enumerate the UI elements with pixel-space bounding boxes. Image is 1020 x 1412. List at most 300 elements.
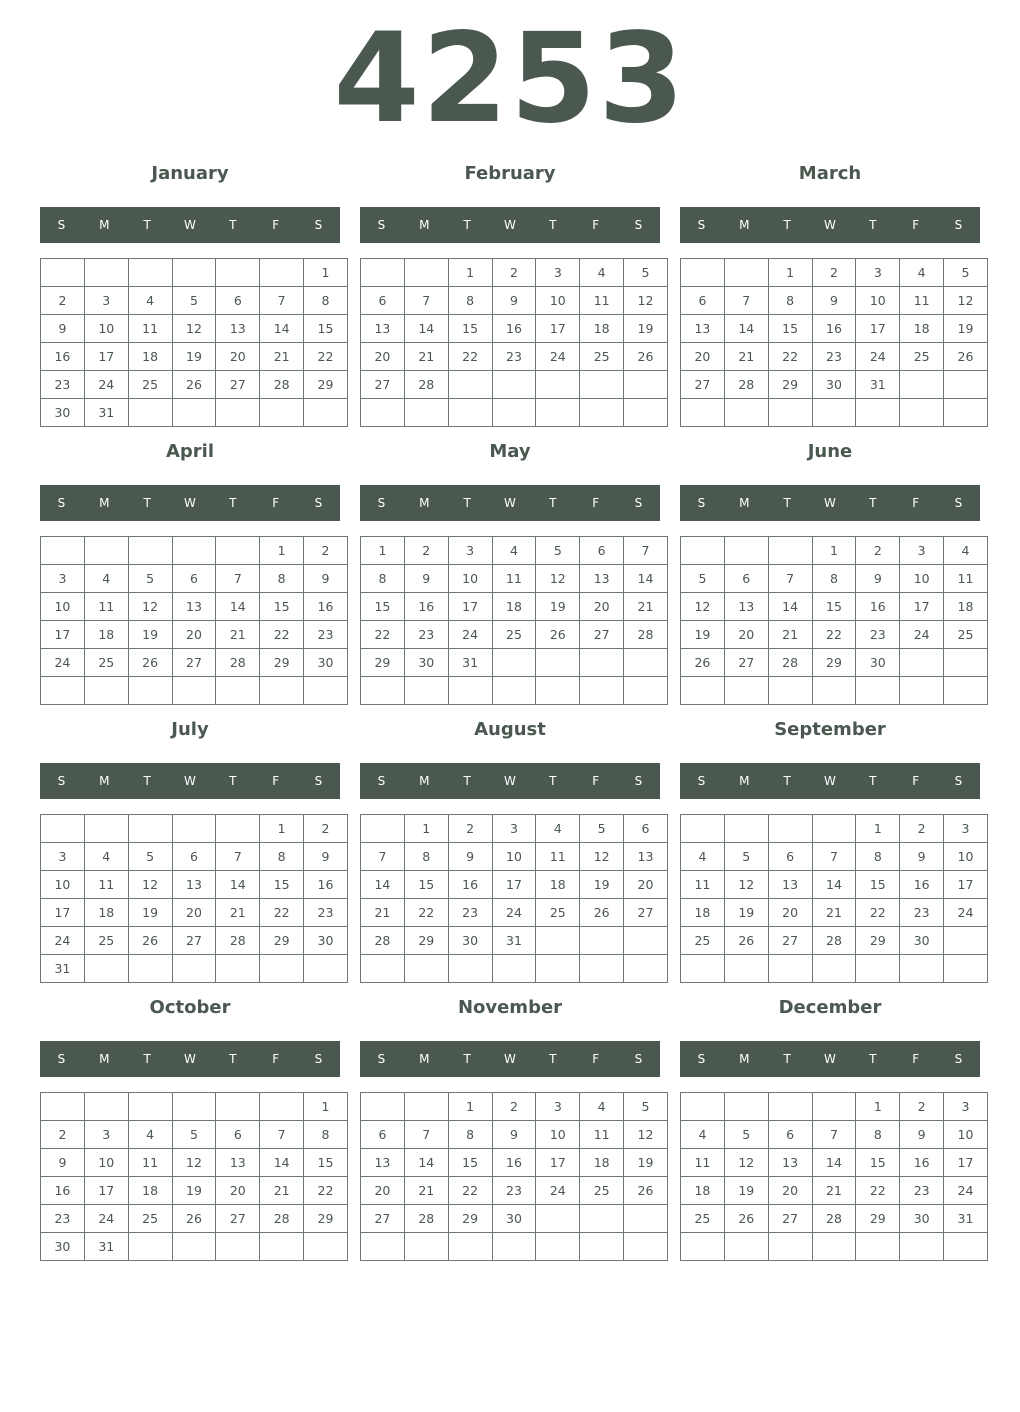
week-row (681, 871, 988, 899)
day-cell (216, 955, 260, 983)
day-cell: 6 (172, 565, 216, 593)
day-cell: 13 (361, 315, 405, 343)
day-cell: 31 (41, 955, 85, 983)
day-cell: 13 (361, 1149, 405, 1177)
week-row (681, 1233, 988, 1261)
weekday-label: T (869, 218, 877, 232)
day-cell: 18 (580, 1149, 624, 1177)
week-row (361, 899, 668, 927)
day-cell (536, 677, 580, 705)
day-cell: 16 (900, 871, 944, 899)
day-cell: 19 (580, 871, 624, 899)
day-cell: 5 (624, 259, 668, 287)
day-cell (361, 399, 405, 427)
day-cell: 15 (856, 1149, 900, 1177)
day-cell: 8 (448, 1121, 492, 1149)
day-cell: 27 (624, 899, 668, 927)
weekday-label: M (99, 774, 110, 788)
day-cell (900, 677, 944, 705)
day-cell: 20 (216, 343, 260, 371)
day-cell: 10 (536, 1121, 580, 1149)
week-row (361, 871, 668, 899)
day-cell: 9 (41, 1149, 85, 1177)
day-cell: 24 (448, 621, 492, 649)
day-cell (580, 399, 624, 427)
weekday-label: S (634, 218, 643, 232)
day-cell: 1 (856, 1093, 900, 1121)
weekday-header (40, 485, 340, 521)
day-cell: 26 (681, 649, 725, 677)
day-cell: 7 (812, 1121, 856, 1149)
weekday-label: T (143, 218, 151, 232)
weekday-label: T (869, 774, 877, 788)
day-cell: 10 (448, 565, 492, 593)
day-cell: 23 (812, 343, 856, 371)
day-cell: 26 (724, 1205, 768, 1233)
day-cell: 25 (128, 1205, 172, 1233)
day-cell (681, 399, 725, 427)
day-cell (624, 1205, 668, 1233)
day-cell: 28 (361, 927, 405, 955)
day-cell: 22 (856, 1177, 900, 1205)
month-name: September (774, 719, 886, 740)
day-cell: 10 (41, 871, 85, 899)
day-cell (624, 1233, 668, 1261)
day-cell (536, 955, 580, 983)
day-cell: 26 (724, 927, 768, 955)
week-row (41, 593, 348, 621)
day-cell (492, 1233, 536, 1261)
day-cell: 30 (812, 371, 856, 399)
day-cell (84, 259, 128, 287)
day-cell: 6 (580, 537, 624, 565)
day-cell: 31 (856, 371, 900, 399)
day-cell: 20 (681, 343, 725, 371)
day-cell: 13 (216, 1149, 260, 1177)
day-cell: 1 (448, 1093, 492, 1121)
weekday-label: M (419, 496, 430, 510)
day-cell: 29 (304, 1205, 348, 1233)
day-cell (172, 815, 216, 843)
day-cell (624, 927, 668, 955)
weekday-label: S (634, 774, 643, 788)
week-row (361, 955, 668, 983)
day-cell: 27 (361, 371, 405, 399)
day-cell (681, 1233, 725, 1261)
weekday-label: M (739, 496, 750, 510)
weekday-label: S (697, 1052, 706, 1066)
weekday-header (360, 207, 660, 243)
day-cell: 30 (41, 399, 85, 427)
day-cell: 4 (128, 287, 172, 315)
day-cell (944, 649, 988, 677)
day-cell: 16 (304, 593, 348, 621)
day-cell (448, 955, 492, 983)
weekday-label: S (314, 1052, 323, 1066)
day-cell: 12 (681, 593, 725, 621)
weekday-label: T (783, 218, 791, 232)
day-cell: 26 (128, 927, 172, 955)
week-row (681, 537, 988, 565)
week-row (361, 815, 668, 843)
day-cell: 13 (624, 843, 668, 871)
weekday-label: T (463, 774, 471, 788)
day-cell: 18 (536, 871, 580, 899)
day-cell: 12 (128, 871, 172, 899)
day-cell (41, 1093, 85, 1121)
day-cell (361, 1233, 405, 1261)
day-cell: 19 (128, 621, 172, 649)
day-cell: 15 (361, 593, 405, 621)
day-cell: 17 (856, 315, 900, 343)
day-cell (944, 927, 988, 955)
weekday-label: M (99, 496, 110, 510)
day-cell (172, 677, 216, 705)
day-cell (580, 927, 624, 955)
day-cell: 23 (41, 371, 85, 399)
weekday-label: W (504, 218, 516, 232)
month-name: October (149, 997, 231, 1018)
day-cell: 27 (216, 371, 260, 399)
weekday-header (360, 485, 660, 521)
day-cell (856, 955, 900, 983)
weekday-label: F (912, 774, 920, 788)
day-cell: 27 (172, 649, 216, 677)
day-cell: 31 (84, 399, 128, 427)
day-cell (724, 677, 768, 705)
day-cell: 28 (216, 649, 260, 677)
day-cell: 20 (361, 1177, 405, 1205)
day-cell (84, 815, 128, 843)
day-cell: 29 (260, 649, 304, 677)
day-cell: 24 (944, 899, 988, 927)
week-row (361, 677, 668, 705)
day-cell: 13 (681, 315, 725, 343)
day-cell: 14 (260, 315, 304, 343)
day-cell: 24 (84, 371, 128, 399)
day-cell: 2 (812, 259, 856, 287)
day-cell: 24 (84, 1205, 128, 1233)
weekday-label: F (912, 218, 920, 232)
weekday-label: T (549, 774, 557, 788)
day-cell: 30 (404, 649, 448, 677)
day-cell: 21 (768, 621, 812, 649)
week-row (41, 621, 348, 649)
day-cell: 23 (900, 899, 944, 927)
day-cell: 24 (536, 1177, 580, 1205)
day-cell: 17 (84, 1177, 128, 1205)
day-cell (768, 815, 812, 843)
day-cell: 14 (216, 871, 260, 899)
week-row (361, 843, 668, 871)
day-cell (900, 649, 944, 677)
day-cell (128, 1233, 172, 1261)
day-cell: 3 (84, 1121, 128, 1149)
day-cell: 26 (580, 899, 624, 927)
week-row (41, 371, 348, 399)
day-cell: 2 (448, 815, 492, 843)
weekday-label: F (272, 1052, 280, 1066)
day-cell (681, 815, 725, 843)
day-cell (128, 399, 172, 427)
day-cell: 27 (768, 1205, 812, 1233)
weekday-header (40, 763, 340, 799)
day-cell: 14 (624, 565, 668, 593)
day-cell: 25 (492, 621, 536, 649)
weekday-label: T (549, 218, 557, 232)
week-row (361, 287, 668, 315)
day-cell: 15 (404, 871, 448, 899)
day-cell (128, 259, 172, 287)
weekday-label: S (314, 218, 323, 232)
day-cell: 18 (128, 1177, 172, 1205)
day-cell: 18 (944, 593, 988, 621)
day-cell: 8 (768, 287, 812, 315)
day-cell: 11 (128, 1149, 172, 1177)
weekday-label: M (99, 1052, 110, 1066)
day-cell: 23 (448, 899, 492, 927)
week-row (361, 1205, 668, 1233)
day-cell: 2 (304, 815, 348, 843)
day-cell: 27 (681, 371, 725, 399)
day-cell: 4 (681, 1121, 725, 1149)
day-cell (172, 955, 216, 983)
day-cell (536, 399, 580, 427)
week-row (681, 287, 988, 315)
day-cell (172, 399, 216, 427)
day-cell (492, 649, 536, 677)
day-cell: 4 (580, 259, 624, 287)
day-cell (856, 399, 900, 427)
week-row (681, 1093, 988, 1121)
day-cell: 19 (536, 593, 580, 621)
weekday-header (680, 1041, 980, 1077)
day-cell (492, 399, 536, 427)
day-cell (260, 399, 304, 427)
day-cell: 5 (724, 1121, 768, 1149)
weekday-label: S (57, 218, 66, 232)
day-cell (361, 1093, 405, 1121)
day-cell (724, 955, 768, 983)
day-cell: 11 (900, 287, 944, 315)
day-cell: 22 (448, 343, 492, 371)
day-cell (404, 677, 448, 705)
day-cell: 1 (260, 537, 304, 565)
day-cell (216, 1093, 260, 1121)
day-cell: 6 (724, 565, 768, 593)
week-row (681, 259, 988, 287)
day-cell: 6 (172, 843, 216, 871)
weekday-label: M (739, 1052, 750, 1066)
day-cell: 31 (84, 1233, 128, 1261)
month-name: May (489, 441, 531, 462)
day-cell: 28 (812, 927, 856, 955)
day-cell (900, 955, 944, 983)
week-row (41, 927, 348, 955)
day-cell: 12 (944, 287, 988, 315)
day-cell: 15 (448, 1149, 492, 1177)
day-cell: 3 (84, 287, 128, 315)
week-row (681, 593, 988, 621)
day-cell: 4 (536, 815, 580, 843)
weekday-label: S (57, 496, 66, 510)
day-cell (768, 537, 812, 565)
day-cell (580, 1233, 624, 1261)
day-cell: 12 (580, 843, 624, 871)
day-grid (40, 1092, 348, 1261)
day-cell (404, 1093, 448, 1121)
day-cell: 27 (361, 1205, 405, 1233)
day-cell: 16 (304, 871, 348, 899)
day-cell: 15 (856, 871, 900, 899)
day-cell (624, 371, 668, 399)
weekday-label: W (504, 1052, 516, 1066)
day-cell (681, 537, 725, 565)
day-cell: 31 (492, 927, 536, 955)
day-cell: 17 (41, 621, 85, 649)
day-cell: 13 (724, 593, 768, 621)
day-cell (536, 927, 580, 955)
day-cell (944, 677, 988, 705)
day-cell: 14 (361, 871, 405, 899)
day-cell: 16 (404, 593, 448, 621)
day-cell (536, 649, 580, 677)
day-cell: 28 (812, 1205, 856, 1233)
weekday-label: T (783, 774, 791, 788)
day-cell: 25 (128, 371, 172, 399)
day-cell: 21 (260, 1177, 304, 1205)
day-cell (580, 677, 624, 705)
day-cell: 7 (812, 843, 856, 871)
weekday-label: T (549, 496, 557, 510)
day-cell: 23 (304, 899, 348, 927)
day-cell (768, 677, 812, 705)
day-cell (172, 1233, 216, 1261)
day-cell: 2 (900, 815, 944, 843)
day-cell (216, 1233, 260, 1261)
day-cell: 29 (812, 649, 856, 677)
weekday-label: W (184, 1052, 196, 1066)
week-row (41, 899, 348, 927)
day-cell (812, 399, 856, 427)
day-cell: 12 (724, 1149, 768, 1177)
day-cell: 18 (84, 621, 128, 649)
day-cell (41, 537, 85, 565)
week-row (41, 843, 348, 871)
day-cell: 28 (216, 927, 260, 955)
day-cell: 4 (944, 537, 988, 565)
day-cell: 9 (492, 1121, 536, 1149)
weekday-label: T (783, 496, 791, 510)
day-cell: 25 (580, 343, 624, 371)
weekday-label: T (229, 218, 237, 232)
day-cell: 1 (448, 259, 492, 287)
day-cell (41, 677, 85, 705)
month-name: January (151, 163, 229, 184)
day-cell: 11 (84, 871, 128, 899)
day-cell: 22 (856, 899, 900, 927)
day-cell (260, 1093, 304, 1121)
weekday-label: F (272, 496, 280, 510)
day-cell: 18 (128, 343, 172, 371)
day-cell: 13 (216, 315, 260, 343)
day-cell: 12 (624, 287, 668, 315)
day-cell: 19 (172, 1177, 216, 1205)
day-cell: 17 (41, 899, 85, 927)
weekday-label: W (824, 774, 836, 788)
weekday-label: S (377, 1052, 386, 1066)
day-cell (944, 371, 988, 399)
day-cell: 31 (448, 649, 492, 677)
weekday-label: S (377, 496, 386, 510)
day-cell: 17 (944, 1149, 988, 1177)
week-row (361, 399, 668, 427)
day-cell: 14 (404, 315, 448, 343)
day-cell: 23 (304, 621, 348, 649)
weekday-label: T (143, 1052, 151, 1066)
day-cell: 3 (536, 1093, 580, 1121)
week-row (681, 677, 988, 705)
day-cell: 29 (404, 927, 448, 955)
day-cell (768, 1093, 812, 1121)
day-cell: 15 (304, 1149, 348, 1177)
day-cell: 5 (724, 843, 768, 871)
weekday-label: S (697, 218, 706, 232)
day-cell: 27 (216, 1205, 260, 1233)
day-cell: 30 (304, 649, 348, 677)
week-row (681, 1177, 988, 1205)
day-cell: 18 (681, 899, 725, 927)
weekday-label: T (869, 1052, 877, 1066)
day-cell (448, 399, 492, 427)
week-row (681, 1149, 988, 1177)
week-row (361, 1177, 668, 1205)
day-grid (360, 1092, 668, 1261)
week-row (681, 899, 988, 927)
day-cell: 6 (361, 1121, 405, 1149)
weekday-label: W (184, 218, 196, 232)
day-cell (681, 955, 725, 983)
day-cell (404, 259, 448, 287)
day-cell: 8 (361, 565, 405, 593)
day-cell (128, 537, 172, 565)
day-cell (172, 259, 216, 287)
day-cell: 16 (41, 343, 85, 371)
weekday-label: S (954, 496, 963, 510)
day-cell (624, 955, 668, 983)
day-cell: 27 (724, 649, 768, 677)
week-row (681, 371, 988, 399)
day-cell: 21 (216, 899, 260, 927)
day-cell: 11 (944, 565, 988, 593)
day-cell: 2 (404, 537, 448, 565)
day-cell: 13 (768, 1149, 812, 1177)
day-cell (260, 955, 304, 983)
week-row (41, 649, 348, 677)
week-row (41, 1093, 348, 1121)
weekday-label: S (697, 496, 706, 510)
day-cell: 27 (768, 927, 812, 955)
weekday-label: T (143, 774, 151, 788)
day-cell: 29 (856, 1205, 900, 1233)
day-cell: 3 (492, 815, 536, 843)
weekday-label: W (184, 496, 196, 510)
day-cell (361, 259, 405, 287)
day-cell: 14 (404, 1149, 448, 1177)
weekday-label: F (912, 496, 920, 510)
day-cell: 21 (812, 899, 856, 927)
day-cell: 4 (84, 843, 128, 871)
